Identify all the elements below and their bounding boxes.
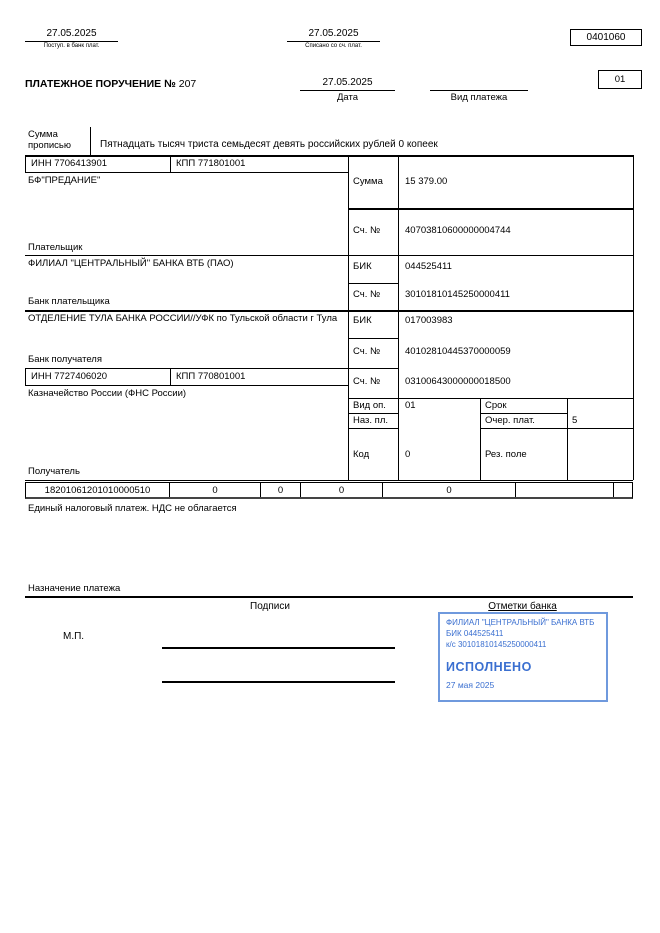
tax-field-doc-date	[516, 483, 614, 497]
document-date: 27.05.2025	[300, 77, 395, 91]
code-value: 0	[405, 449, 411, 460]
tax-fields-row	[25, 482, 633, 499]
payee-bank-label: Банк получателя	[28, 354, 102, 365]
payer-account: 40703810600000004744	[405, 225, 511, 236]
payee-bank-account-label: Сч. №	[353, 346, 381, 357]
bank-marks-label: Отметки банка	[488, 601, 557, 612]
stamp-status: ИСПОЛНЕНО	[446, 660, 532, 675]
payer-bank-label: Банк плательщика	[28, 296, 110, 307]
amount-label: Сумма	[353, 176, 383, 187]
amount-words-label: Сумма прописью	[28, 129, 71, 151]
received-date-label: Поступ. в банк плат.	[43, 43, 100, 49]
op-type-value: 01	[405, 400, 416, 411]
status-code-box: 01	[598, 70, 642, 89]
tax-field-oktmo: 0	[170, 483, 261, 497]
tax-field-kbk: 18201061201010000510	[26, 483, 170, 497]
tax-field-doc-number: 0	[383, 483, 516, 497]
payment-purpose-label: Назначение платежа	[28, 583, 121, 594]
bank-stamp	[438, 612, 608, 702]
received-date: 27.05.2025	[25, 28, 118, 42]
tax-field-type	[614, 483, 632, 497]
payee-kpp: КПП 770801001	[176, 371, 246, 382]
payer-bank-bik: 044525411	[405, 261, 452, 272]
stamp-corr-account: к/с 30101810145250000411	[446, 639, 547, 649]
form-code-box: 0401060	[570, 29, 642, 46]
document-title-text: ПЛАТЕЖНОЕ ПОРУЧЕНИЕ №	[25, 78, 176, 90]
document-date-label: Дата	[336, 92, 359, 103]
term-label: Срок	[485, 400, 507, 411]
purpose-code-label: Наз. пл.	[353, 415, 388, 426]
payment-type-label: Вид платежа	[450, 92, 508, 103]
priority-value: 5	[572, 415, 578, 426]
stamp-date: 27 мая 2025	[446, 680, 495, 691]
seal-label: М.П.	[63, 631, 85, 642]
tax-field-period: 0	[301, 483, 383, 497]
payment-purpose-text: Единый налоговый платеж. НДС не облагается	[28, 503, 237, 514]
signature-line-2	[162, 681, 395, 683]
payer-inn: ИНН 7706413901	[31, 158, 108, 169]
payer-bank-bik-label: БИК	[353, 261, 372, 272]
payee-bank-bik-label: БИК	[353, 315, 372, 326]
payee-inn: ИНН 7727406020	[31, 371, 108, 382]
debited-date-label: Списано со сч. плат.	[305, 43, 362, 49]
document-title	[25, 78, 196, 90]
code-label: Код	[353, 449, 370, 460]
payee-account-label: Сч. №	[353, 376, 381, 387]
payer-kpp: КПП 771801001	[176, 158, 246, 169]
amount-words-value: Пятнадцать тысяч триста семьдесят девять российских рублей 0 копеек	[100, 139, 438, 150]
reserve-label: Рез. поле	[485, 449, 527, 460]
debited-date: 27.05.2025	[287, 28, 380, 42]
payer-bank-account-label: Сч. №	[353, 289, 381, 300]
payee-name: Казначейство России (ФНС России)	[28, 388, 187, 399]
signature-line-1	[162, 647, 395, 649]
payer-name: БФ"ПРЕДАНИЕ"	[28, 175, 101, 186]
payee-label: Получатель	[28, 466, 80, 477]
signatures-label: Подписи	[250, 601, 290, 612]
payer-bank-name: ФИЛИАЛ "ЦЕНТРАЛЬНЫЙ" БАНКА ВТБ (ПАО)	[28, 258, 234, 269]
priority-label: Очер. плат.	[485, 415, 535, 426]
payee-bank-name: ОТДЕЛЕНИЕ ТУЛА БАНКА РОССИИ//УФК по Тульской области г Тула	[28, 313, 338, 324]
payee-account: 03100643000000018500	[405, 376, 511, 387]
document-number: 207	[178, 78, 197, 90]
payee-bank-bik: 017003983	[405, 315, 453, 326]
payer-bank-account: 30101810145250000411	[405, 289, 510, 300]
amount-value: 15 379.00	[405, 176, 448, 187]
payer-label: Плательщик	[28, 242, 83, 253]
tax-field-basis: 0	[261, 483, 301, 497]
stamp-bank-name: ФИЛИАЛ "ЦЕНТРАЛЬНЫЙ" БАНКА ВТБ	[446, 618, 595, 627]
stamp-bik: БИК 044525411	[446, 628, 504, 638]
payee-bank-account: 40102810445370000059	[405, 346, 511, 357]
payer-account-label: Сч. №	[353, 225, 381, 236]
op-type-label: Вид оп.	[353, 400, 386, 411]
